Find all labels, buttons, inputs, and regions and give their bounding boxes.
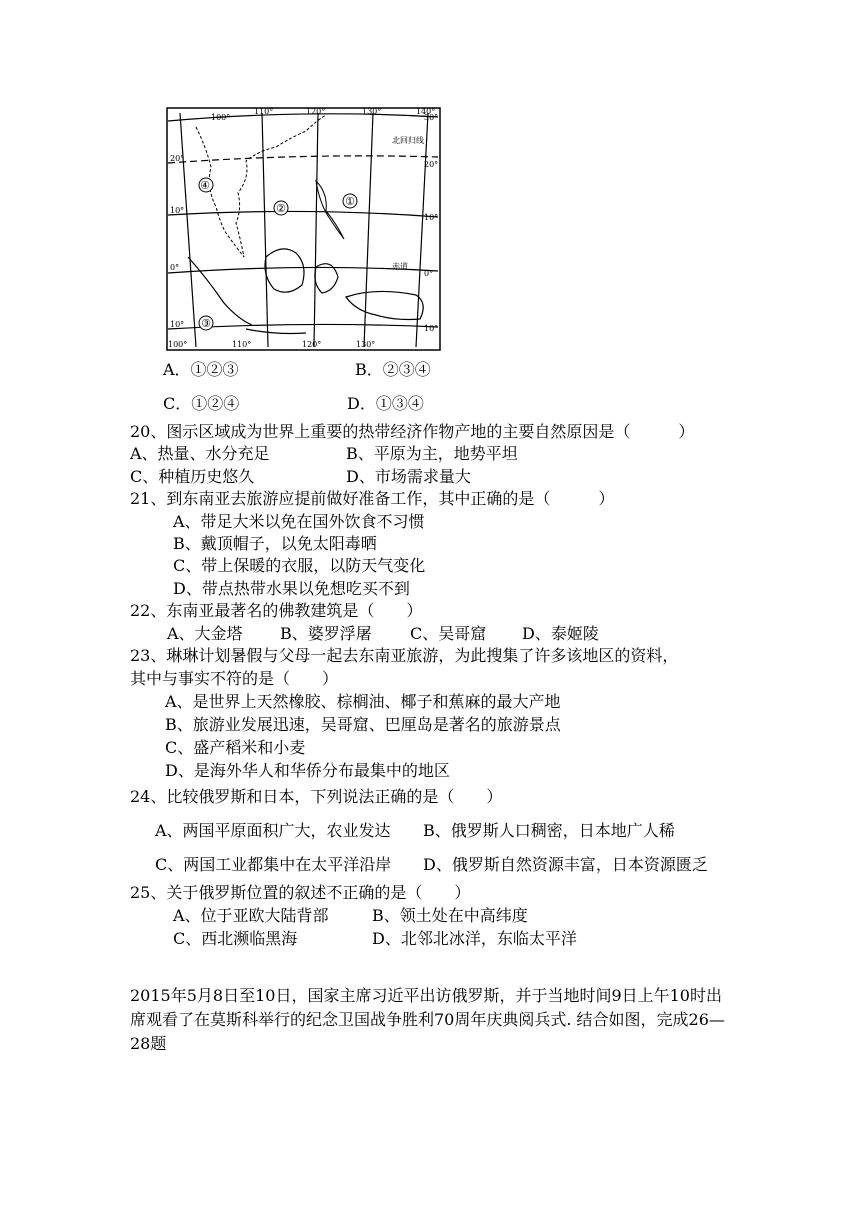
lat-label-0-left: 0° — [170, 263, 180, 272]
q20-option-d: D、市场需求量大 — [346, 467, 471, 486]
equator-label: 赤道 — [392, 262, 408, 271]
lat-label-20-right: 20° — [424, 160, 439, 169]
marker-4: ④ — [200, 179, 210, 192]
lon-label-130-top: 130° — [362, 107, 382, 116]
q24-stem: 24、比较俄罗斯和日本，下列说法正确的是（ ） — [130, 787, 503, 806]
q22-stem: 22、东南亚最著名的佛教建筑是（ ） — [130, 601, 423, 620]
lat-label-10s-left: 10° — [170, 320, 185, 329]
tropic-label: 北回归线 — [392, 136, 424, 145]
q22-option-b: B、婆罗浮屠 — [280, 624, 372, 643]
lon-label-100-top: 100° — [211, 113, 231, 122]
lon-label-130-bottom: 130° — [356, 340, 376, 349]
q19-option-c: C．①②④ — [163, 394, 240, 413]
lat-label-10-left: 10° — [170, 206, 185, 215]
q21-option-b: B、戴顶帽子，以免太阳毒晒 — [173, 534, 377, 553]
q23-option-b: B、旅游业发展迅速，吴哥窟、巴厘岛是著名的旅游景点 — [165, 715, 561, 734]
q23-stem-line-2: 其中与事实不符的是（ ） — [130, 669, 339, 688]
reading-passage: 2015年5月8日至10日，国家主席习近平出访俄罗斯，并于当地时间9日上午10时出席观看了在莫斯科举行的纪念卫国战争胜利70周年庆典阅兵式. 结合如图，完成26—28题 — [130, 986, 725, 1053]
q20-option-b: B、平原为主，地势平坦 — [346, 444, 518, 463]
q19-option-a: A．①②③ — [163, 360, 239, 379]
q25-option-c: C、西北濒临黑海 — [173, 929, 298, 948]
lon-label-110-top: 110° — [254, 107, 274, 116]
lon-label-120-bottom: 120° — [302, 340, 322, 349]
southeast-asia-map — [166, 107, 441, 351]
lon-label-110-bottom: 110° — [232, 340, 252, 349]
map-svg — [166, 107, 441, 351]
marker-3: ③ — [201, 317, 211, 330]
q25-stem: 25、关于俄罗斯位置的叙述不正确的是（ ） — [130, 883, 471, 902]
lat-label-10-right: 10° — [424, 213, 439, 222]
q20-option-c: C、种植历史悠久 — [130, 467, 255, 486]
q20-option-a: A、热量、水分充足 — [130, 444, 270, 463]
q21-stem: 21、到东南亚去旅游应提前做好准备工作，其中正确的是（ ） — [130, 489, 615, 508]
q25-option-b: B、领土处在中高纬度 — [372, 906, 528, 925]
lat-label-30: 30° — [424, 113, 439, 122]
q19-option-d: D．①③④ — [347, 394, 424, 413]
q23-option-a: A、是世界上天然橡胶、棕榈油、椰子和蕉麻的最大产地 — [165, 692, 561, 711]
q23-stem-line-1: 23、琳琳计划暑假与父母一起去东南亚旅游，为此搜集了许多该地区的资料， — [130, 646, 679, 665]
q22-option-c: C、吴哥窟 — [410, 624, 487, 643]
q25-option-d: D、北邻北冰洋，东临太平洋 — [372, 929, 577, 948]
q23-option-d: D、是海外华人和华侨分布最集中的地区 — [165, 761, 450, 780]
q24-option-b: B、俄罗斯人口稠密，日本地广人稀 — [423, 821, 675, 840]
lon-label-140-top: 140° — [416, 107, 436, 116]
lat-label-10s-right: 10° — [424, 324, 439, 333]
q22-option-d: D、泰姬陵 — [522, 624, 599, 643]
q21-option-d: D、带点热带水果以免想吃买不到 — [173, 579, 410, 598]
q22-option-a: A、大金塔 — [167, 624, 243, 643]
lat-label-20-left: 20° — [170, 154, 185, 163]
q24-option-d: D、俄罗斯自然资源丰富，日本资源匮乏 — [423, 855, 708, 874]
q21-option-a: A、带足大米以免在国外饮食不习惯 — [173, 512, 425, 531]
q24-option-a: A、两国平原面积广大，农业发达 — [155, 821, 391, 840]
q24-option-c: C、两国工业都集中在太平洋沿岸 — [155, 855, 392, 874]
marker-2: ② — [276, 202, 286, 215]
lon-label-100-bottom: 100° — [168, 340, 188, 349]
q21-option-c: C、带上保暖的衣服，以防天气变化 — [173, 556, 426, 575]
lon-label-120-top: 120° — [306, 107, 326, 116]
q19-option-b: B．②③④ — [355, 360, 431, 379]
q23-option-c: C、盛产稻米和小麦 — [165, 738, 306, 757]
q25-option-a: A、位于亚欧大陆背部 — [173, 906, 329, 925]
lat-label-0-right: 0° — [424, 269, 434, 278]
q20-stem: 20、图示区域成为世界上重要的热带经济作物产地的主要自然原因是（ ） — [130, 422, 695, 441]
marker-1: ① — [345, 195, 355, 208]
